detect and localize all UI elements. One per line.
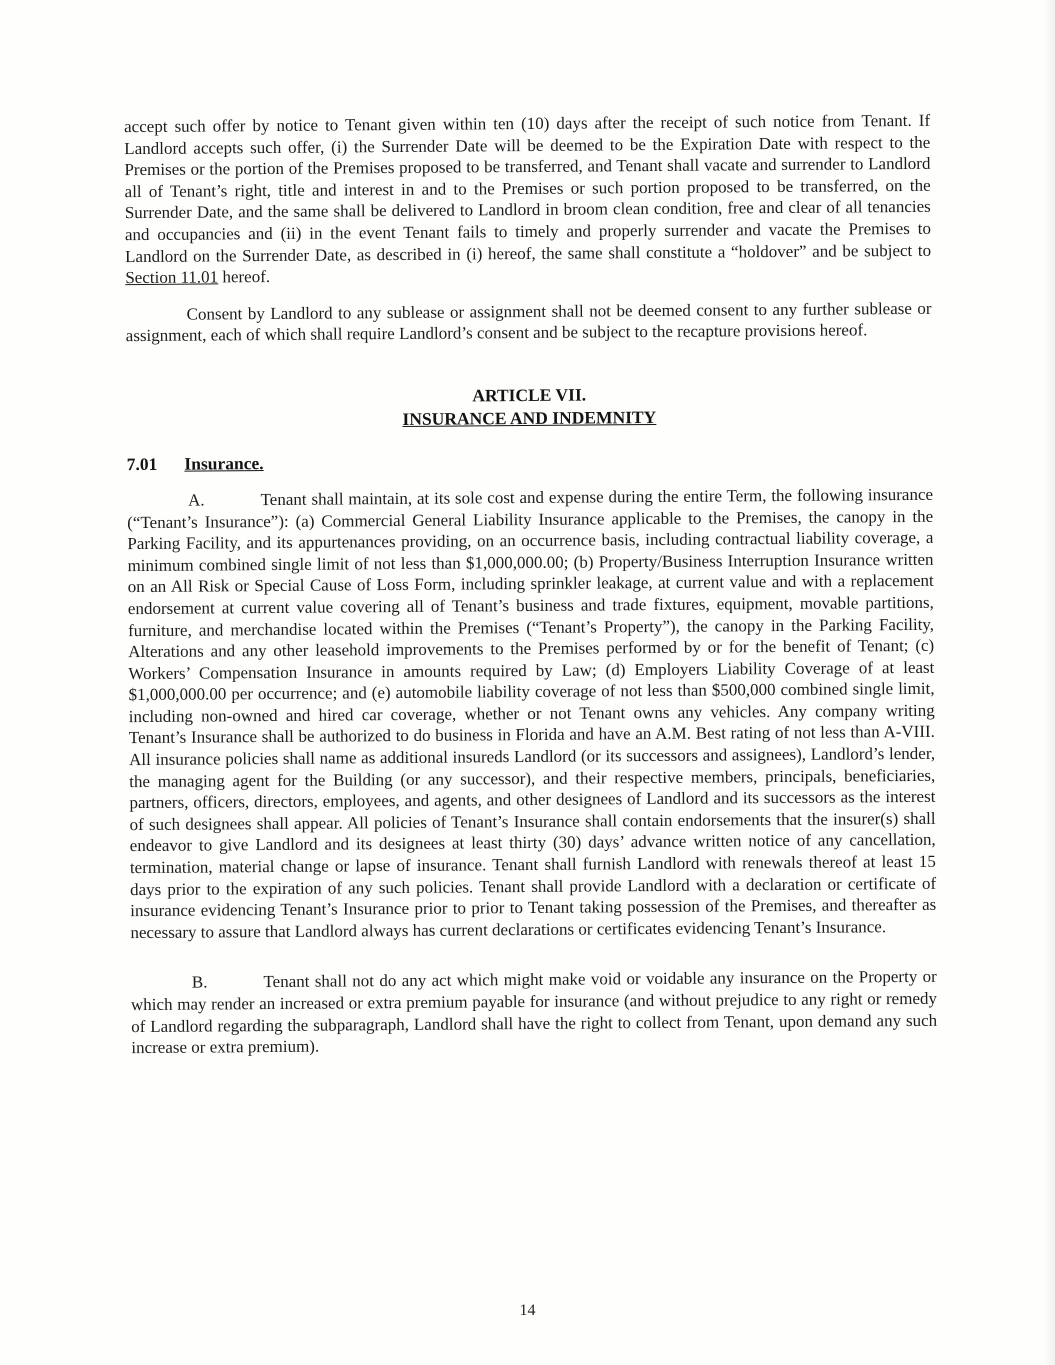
article-heading-block [126,381,932,434]
clause-a-paragraph [127,484,937,944]
page-content [124,110,937,1059]
clause-a-text: Tenant shall maintain, at its sole cost and expense during the entire Term, the following insurance (“Tenant’s Insurance”): (a) Commercial General Liability Insurance applicable to the Premises, the canopy in the Parking Facility, and its appurtenances providing, on an occurrence basis, including contractual liability coverage, a minimum combined single limit of not less than $1,000,000.00; (b) Property/Business Interruption Insurance written on an All Risk or Special Cause of Loss Form, including sprinkler leakage, at current value and with a replacement endorsement at current value covering all of Tenant’s business and trade fixtures, equipment, movable partitions, furniture, and merchandise located within the Premises (“Tenant’s Property”), the canopy in the Parking Facility, Alterations and any other leasehold improvements to the Premises performed by or for the benefit of Tenant; (c) Workers’ Compensation Insurance in amounts required by Law; (d) Employers Liability Coverage of at least $1,000,000.00 per occurrence; and (e) automobile liability coverage of not less than $500,000 combined single limit, including non-owned and hired car coverage, whether or not Tenant owns any vehicles. Any company writing Tenant’s Insurance shall be authorized to do business in Florida and have an A.M. Best rating of not less than A-VIII. All insurance policies shall name as additional insureds Landlord (or its successors and assignees), Landlord’s lender, the managing agent for the Building (or any successor), and their respective members, principals, beneficiaries, partners, officers, directors, employees, and agents, and other designees of Landlord and its successors as the interest of such designees shall appear. All policies of Tenant’s Insurance shall contain endorsements that the insurer(s) shall endeavor to give Landlord and its designees at least thirty (30) days’ advance written notice of any cancellation, termination, material change or lapse of insurance. Tenant shall furnish Landlord with renewals thereof at least 15 days prior to the expiration of any such policies. Tenant shall provide Landlord with a declaration or certificate of insurance evidencing Tenant’s Insurance prior to prior to Tenant taking possession of the Premises, and thereafter as necessary to assure that Landlord always has current declarations or certificates evidencing Tenant’s Insurance. [127,484,937,942]
clause-a-label: A. [187,490,205,510]
article-number-heading: ARTICLE VII. [472,384,587,406]
holdover-text-after: hereof. [218,267,271,287]
article-title-heading: INSURANCE AND INDEMNITY [402,407,657,430]
paragraph-consent [125,298,931,348]
section-title: Insurance. [184,452,264,474]
clause-b-label: B. [191,972,208,993]
holdover-text-before: accept such offer by notice to Tenant given within ten (10) days after the receipt of such notice from Tenant. If Landlord accepts such offer, (i) the Surrender Date will be deemed to be the Expiration Date with respect to the Premises or the portion of the Premises proposed to be transferred, and Tenant shall vacate and surrender to Landlord all of Tenant’s right, title and interest in and to the Premises or such portion proposed to be transferred, on the Surrender Date, and the same shall be delivered to Landlord in broom clean condition, free and clear of all tenancies and occupancies and (ii) in the event Tenant fails to timely and properly surrender and vacate the Premises to Landlord on the Surrender Date, as described in (i) hereof, the same shall constitute a “holdover” and be subject to [124,110,932,266]
section-heading-line [127,447,933,475]
section-11-01-reference: Section 11.01 [125,267,219,288]
paragraph-holdover-continuation [124,110,931,289]
scan-edge-shadow [1043,0,1055,1365]
page-number: 14 [519,1302,536,1319]
consent-text: Consent by Landlord to any sublease or assignment shall not be deemed consent to any further sublease or assignment, each of which shall require Landlord’s consent and be subject to the recapture provisions hereof. [125,298,932,346]
section-number: 7.01 [126,453,158,475]
clause-b-text: Tenant shall not do any act which might make void or voidable any insurance on the Property or which may render an increased or extra premium payable for insurance (and without prejudice to any right or remedy of Landlord regarding the subparagraph, Landlord shall have the right to collect from Tenant, upon demand any such increase or extra premium). [130,967,938,1058]
clause-b-paragraph [131,966,938,1059]
